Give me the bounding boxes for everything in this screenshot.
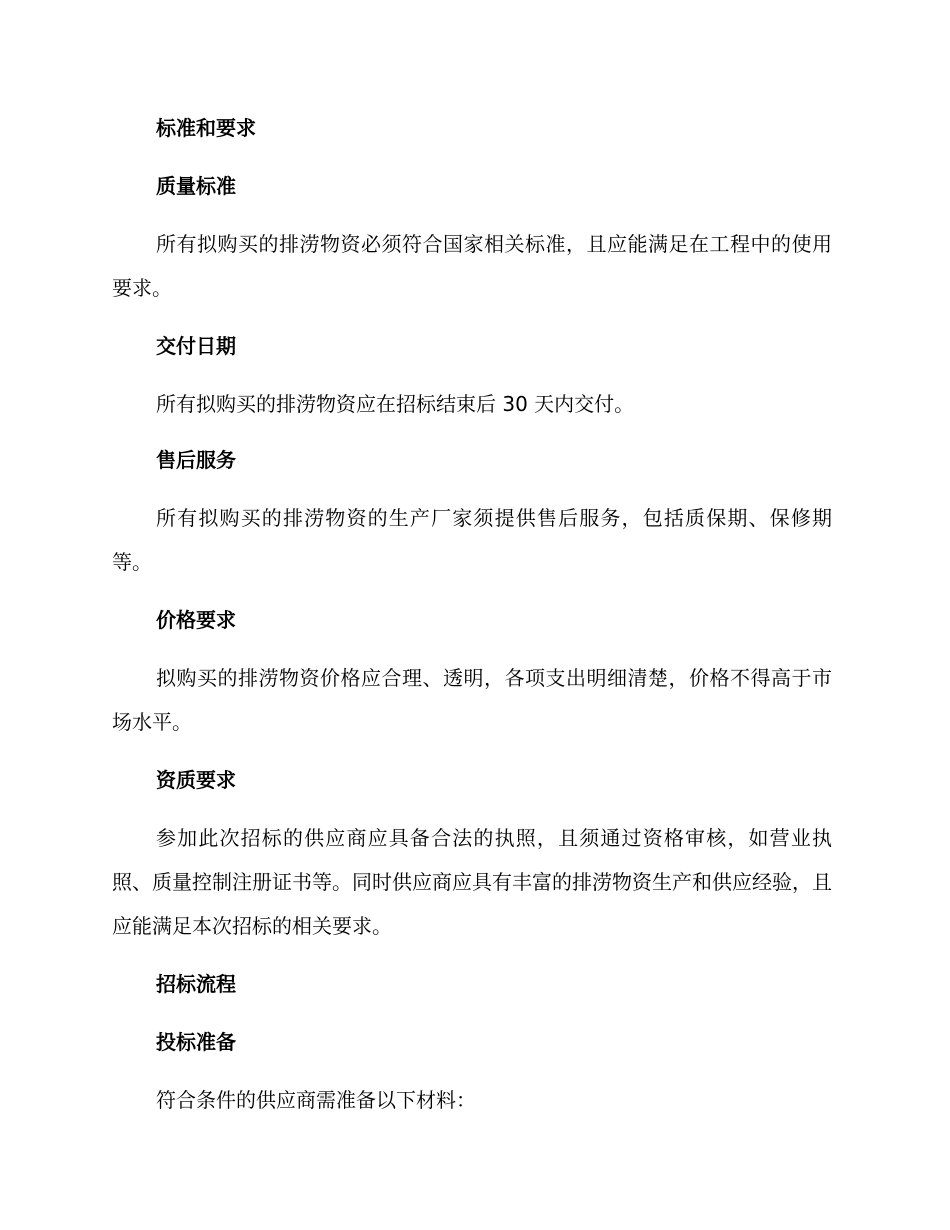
section-heading-quality: 质量标准: [156, 174, 236, 198]
section-heading-price: 价格要求: [156, 608, 236, 632]
paragraph-qualification: 参加此次招标的供应商应具备合法的执照，且须通过资格审核，如营业执照、质量控制注册证书等。同时供应商应具有丰富的排涝物资生产和供应经验，且应能满足本次招标的相关要求。: [112, 826, 832, 938]
paragraph-price: 拟购买的排涝物资价格应合理、透明，各项支出明细清楚，价格不得高于市场水平。: [112, 666, 832, 734]
section-heading-bid-preparation: 投标准备: [156, 1030, 236, 1054]
section-heading-standards: 标准和要求: [156, 116, 256, 140]
paragraph-bid-preparation: 符合条件的供应商需准备以下材料：: [156, 1088, 476, 1112]
section-heading-delivery: 交付日期: [156, 334, 236, 358]
paragraph-delivery: 所有拟购买的排涝物资应在招标结束后 30 天内交付。: [156, 392, 635, 416]
paragraph-after-sales: 所有拟购买的排涝物资的生产厂家须提供售后服务，包括质保期、保修期等。: [112, 506, 832, 574]
section-heading-after-sales: 售后服务: [156, 448, 236, 472]
section-heading-qualification: 资质要求: [156, 768, 236, 792]
paragraph-quality: 所有拟购买的排涝物资必须符合国家相关标准，且应能满足在工程中的使用要求。: [112, 232, 832, 300]
section-heading-bidding-process: 招标流程: [156, 972, 236, 996]
